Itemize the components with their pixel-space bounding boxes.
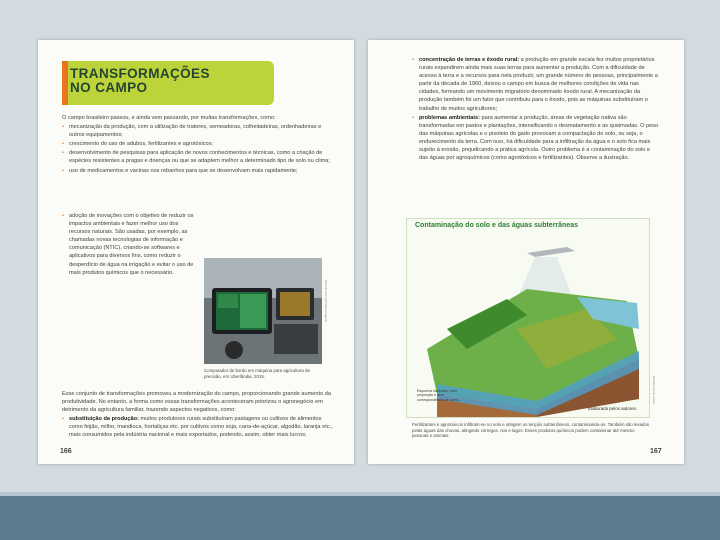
page-number-left: 166 — [60, 448, 72, 455]
bullet-substituicao-text: muitos produtores rurais substituíram pastagens ou cultivos de alimentos como feijão, milho, mandioca, hortaliças etc. por cultivos como soja, cana-de-açúcar, algodão, laranja etc., mais consumidos pela indústria nacional e mais exportados, podendo, assim, obter mais lucros; — [69, 416, 333, 439]
modernization-paragraph: Esse conjunto de transformações promoveu a modernização do campo, proporcionando grande aumento da produtividade. No entanto, a forma como essas transformações aconteceram priorizou o agronegócio em detrimento da agricultura familiar, trazendo aspectos negativos, como: — [62, 391, 331, 414]
bullet-adubos: • crescimento do uso de adubos, fertilizantes e agrotóxicos; — [62, 140, 334, 148]
right-text-block — [412, 56, 660, 163]
bullet-ntic: • adoção de inovações com o objetivo de reduzir os impactos ambientais e fazer melhor uso dos recursos naturais. São usadas, por exemplo, as chamadas novas tecnologias de informação e comunicação (NTIC), criando-se softwares e aplicativos para diversos fins, como reduzir o desperdício de água na irrigação e evitar o uso de mais produtos químicos que o necessário. — [62, 212, 198, 277]
intro-text-block — [62, 114, 334, 176]
illustration-credit: Estúdio Ampla Arena — [652, 376, 656, 404]
illustration-caption: Fertilizantes e agrotóxicos infiltram-se no solo e atingem os lençóis subterrâneos, contaminando-os. Também são levados pelas águas das chuvas, atingindo córregos, rios e lagos. Esses produtos químicos podem contaminar até mesmo pessoas e animais. — [412, 422, 650, 439]
left-book-page — [38, 40, 354, 464]
closing-text-block — [62, 390, 334, 441]
title-accent-tab — [62, 61, 68, 105]
contamination-illustration — [406, 218, 650, 418]
bullet-mecanizacao: • mecanização da produção, com a utilização de tratores, semeadoras, colheitadeiras, ordenhadeiras e outros equipamentos; — [62, 123, 334, 139]
illustration-note: Esquema ilustrativo, sem proporção e sem correspondência de cores. — [417, 389, 460, 402]
bullet-concentracao-text: a produção em grande escala fez muitos proprietários rurais expandirem ainda mais suas terras para aumentar a produção. Com a dificuldade de acesso à terra e a recursos para nela produzir, um grande número de pessoas, principalmente a partir da década de 1960, deixou o campo em busca de melhores condições de vida nas cidades, formando um movimento migratório denominado êxodo rural. A mecanização da produção também foi um fator que contribuiu para o êxodo, pois as máquinas substituíram o trabalho de muitos agricultores; — [419, 57, 658, 112]
illustration-drawing — [407, 219, 649, 417]
bullet-substituicao-label: substituição da produção: — [69, 416, 139, 423]
bullet-concentracao-label: concentração de terras e êxodo rural: — [419, 57, 520, 63]
bullet-concentracao — [412, 56, 660, 113]
tractor-computer-photo — [204, 258, 322, 364]
bullet-problemas-text: para aumentar a produção, áreas de vegetação nativa são transformadas em pastos e plantações, intensificando o desmatamento e as queimadas. O peso das máquinas agrícolas e o pisoteio do gado provocam a compactação do solo, ou seja, o endurecimento da terra. Com isso, há dificuldade para a infiltração da água e o solo fica mais sujeito à erosão, prejudicando a prática agrícola. Outro problema é a contaminação do solo e das águas por agroquímicos (como agrotóxicos e fertilizantes). Observe a ilustração. — [419, 114, 659, 162]
slide-bottom-band — [0, 496, 720, 540]
intro-paragraph: O campo brasileiro passou, e ainda vem passando, por muitas transformações, como: — [62, 115, 276, 121]
right-book-page — [368, 40, 684, 464]
bullet-problemas — [412, 114, 660, 163]
title-line-2: NO CAMPO — [70, 80, 148, 95]
bullet-problemas-label: problemas ambientais: — [419, 114, 480, 121]
bullet-substituicao — [62, 415, 334, 439]
page-number-right: 167 — [650, 448, 662, 455]
photo-illustration — [204, 258, 322, 364]
title-line-1: TRANSFORMAÇÕES — [70, 66, 210, 81]
illustration-source: Elaborado pelos autores. — [588, 406, 637, 411]
illustration-title: Contaminação do solo e das águas subterrâneas — [415, 222, 578, 229]
photo-caption: Computador de bordo em máquina para agricultura de precisão, em Uberlândia, 2015. — [204, 368, 310, 379]
section-title — [70, 67, 210, 95]
bullet-medicamentos: • uso de medicamentos e vacinas nos rebanhos para que se desenvolvam mais rapidamente; — [62, 167, 334, 175]
section-title-box — [62, 61, 274, 105]
bullet-pesquisas: • desenvolvimento de pesquisas para aplicação de novos conhecimentos e técnicas, como a criação de espécies resistentes a pragas e doenças ou que se adaptem melhor a determinado tipo de solo ou clima; — [62, 149, 334, 165]
photo-credit: Ricardo Azoury/Pulsar Imagens — [324, 280, 328, 323]
ntic-text-block — [62, 212, 198, 278]
